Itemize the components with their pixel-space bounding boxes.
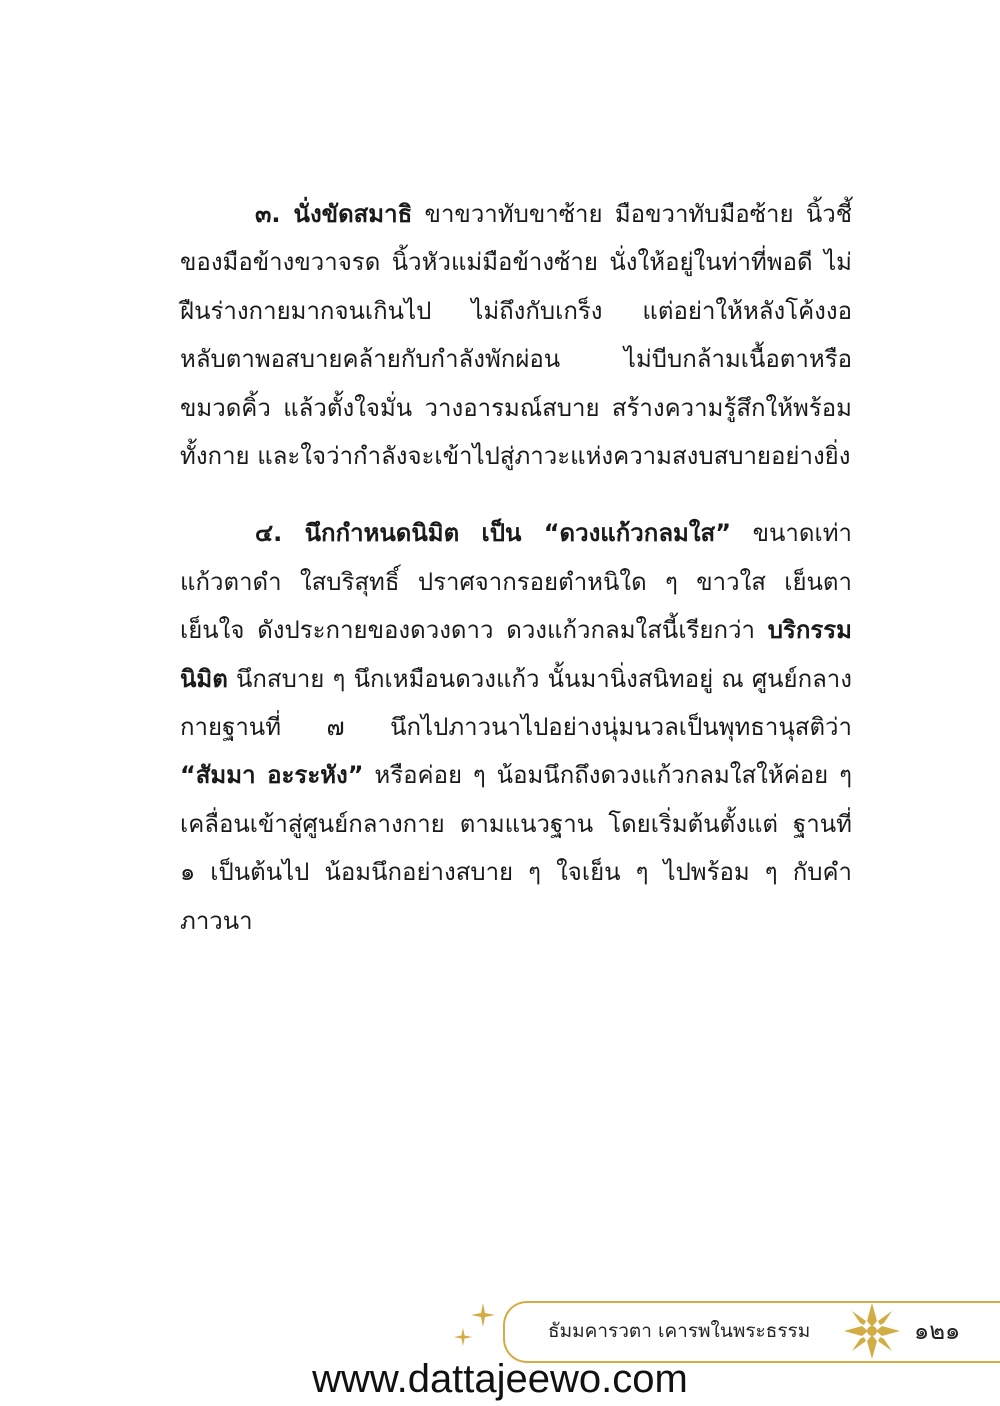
step-heading: ๓. นั่งขัดสมาธิ [255, 200, 413, 228]
sparkle-icon [470, 1302, 496, 1328]
step-heading: ๔. นึกกำหนดนิมิต เป็น “ดวงแก้วกลมใส” [255, 519, 731, 548]
page-body [180, 190, 852, 945]
mantra-bold: “สัมมา อะระหัง” [180, 761, 364, 790]
paragraph-text: หรือค่อย ๆ น้อมนึกถึงดวงแก้วกลมใสให้ค่อย ๆ เคลื่อนเข้าสู่ศูนย์กลางกาย ตามแนวฐาน โดยเริ่มต้นตั้งแต่ ฐานที่ ๑ เป็นต้นไป น้อมนึกอย่างสบาย ๆ ใจเย็น ๆ ไปพร้อม ๆ กับคำภาวนา [180, 761, 852, 935]
paragraph-text: นึกสบาย ๆ นึกเหมือนดวงแก้ว นั้นมานิ่งสนิทอยู่ ณ ศูนย์กลางกายฐานที่ ๗ นึกไปภาวนาไปอย่างนุ่มนวลเป็นพุทธานุสติว่า [180, 664, 852, 742]
sparkle-icon [453, 1327, 473, 1347]
paragraph-text: ขาขวาทับขาซ้าย มือขวาทับมือซ้าย นิ้วชี้ของมือข้างขวาจรด นิ้วหัวแม่มือข้างซ้าย นั่งให้อยู่ในท่าที่พอดี ไม่ฝืนร่างกายมากจนเกินไป ไม่ถึงกับเกร็ง แต่อย่าให้หลังโค้งงอหลับตาพอสบายคล้ายกับกำลังพักผ่อน ไม่บีบกล้ามเนื้อตาหรือขมวดคิ้ว แล้วตั้งใจมั่น วางอารมณ์สบาย สร้างความรู้สึกให้พร้อมทั้งกาย และใจว่ากำลังจะเข้าไปสู่ภาวะแห่งความสงบสบายอย่างยิ่ง [180, 200, 852, 471]
paragraph-sitting-posture [180, 190, 852, 480]
paragraph-visualization [180, 509, 852, 945]
paragraph-text: ขนาดเท่าแก้วตาดำ ใสบริสุทธิ์ ปราศจากรอยตำหนิใด ๆ ขาวใส เย็นตาเย็นใจ ดังประกายของดวงดาว ดวงแก้วกลมใสนี้เรียกว่า [180, 519, 852, 645]
term-bold: บริกรรมนิมิต [180, 616, 852, 693]
page-number: ๑๒๑ [914, 1317, 961, 1345]
website-url: www.dattajeewo.com [312, 1357, 688, 1401]
book-title: ธัมมคารวตา เคารพในพระธรรม [548, 1320, 811, 1342]
